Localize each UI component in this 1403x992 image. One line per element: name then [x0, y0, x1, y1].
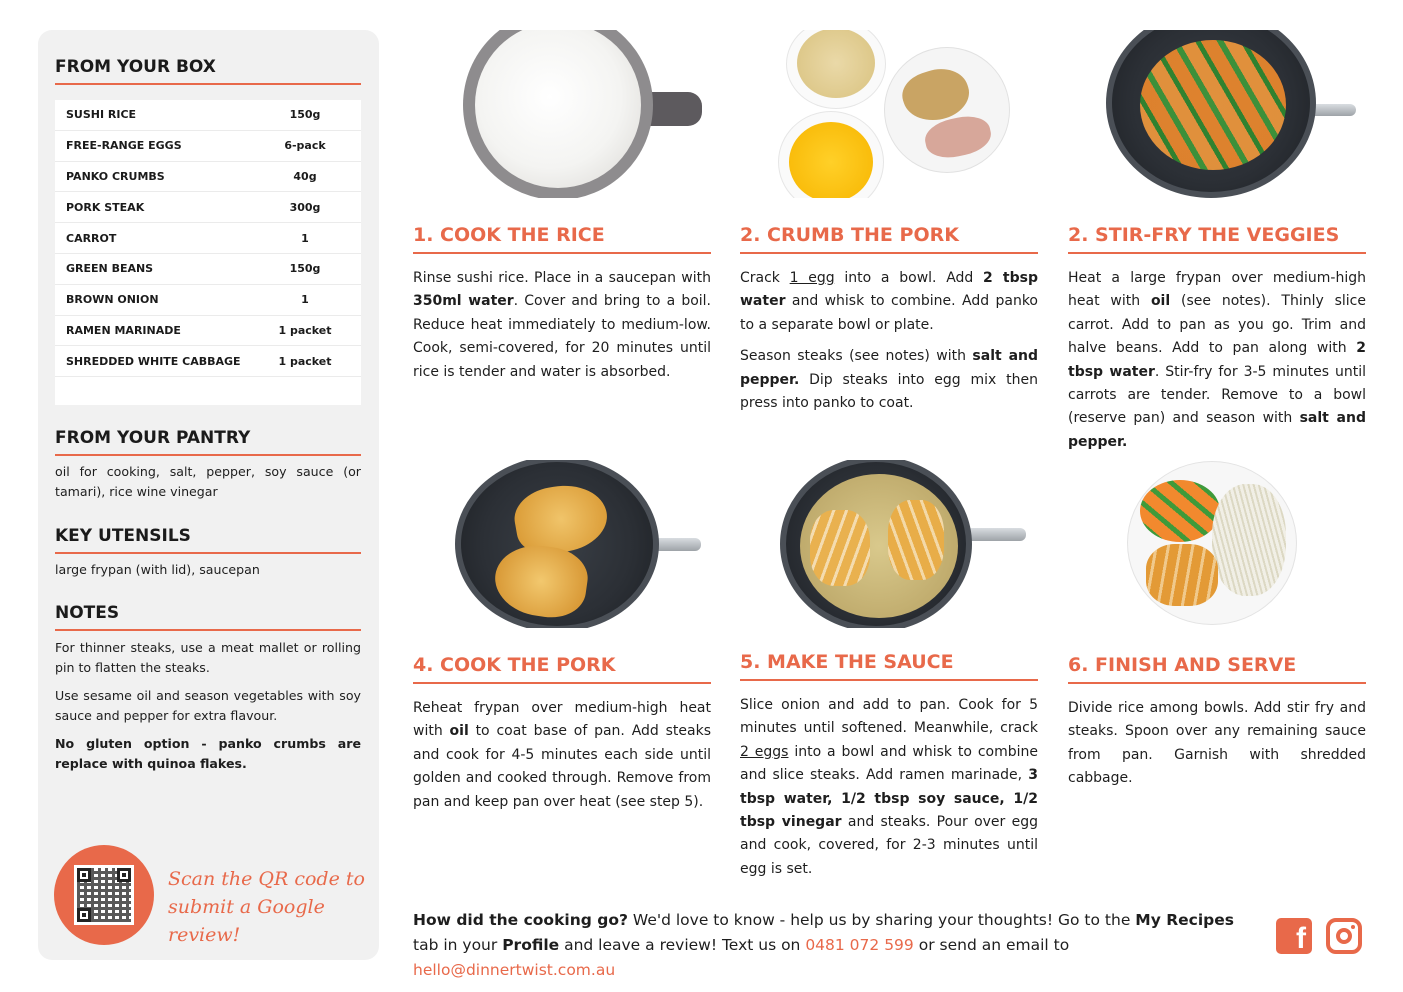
ingredient-qty: 1	[301, 231, 309, 245]
step-2-title: 2. CRUMB THE PORK	[740, 224, 1038, 254]
step-4-text: Reheat frypan over medium-high heat with oil to coat base of pan. Add steaks and cook for 4-5 minutes each side until golden and cooked through. Remove from pan and keep pan over heat (see step 5).	[413, 700, 711, 810]
notes-title: NOTES	[55, 603, 361, 631]
pork-frying-photo	[455, 460, 705, 628]
step-4-title: 4. COOK THE PORK	[413, 654, 711, 684]
crumb-station-photo	[775, 30, 1015, 198]
ingredient-qty: 6-pack	[284, 139, 326, 153]
qr-caption-line-2: submit a Google review!	[168, 896, 325, 946]
ingredient-name: PORK STEAK	[66, 200, 145, 214]
ingredient-qty: 1 packet	[278, 354, 332, 368]
review-footer: How did the cooking go? We'd love to know - help us by sharing your thoughts! Go to the My Recipes tab in your Profile and leave a review! Text us on 0481 072 599 or send an email to hello@dinnertwist.com.au	[413, 911, 1234, 979]
step-5-text: Slice onion and add to pan. Cook for 5 minutes until softened. Meanwhile, crack 2 eggs into a bowl and whisk to combine and slice steaks. Add ramen marinade, 3 tbsp water, 1/2 tbsp soy sauce, 1/2 tbsp vinegar and steaks. Pour over egg and cook, covered, for 2-3 minutes until egg is set.	[740, 697, 1038, 877]
qr-caption	[168, 865, 368, 949]
qr-code[interactable]	[54, 845, 154, 945]
step-3-title: 2. STIR-FRY THE VEGGIES	[1068, 224, 1366, 254]
qr-caption-line-1: Scan the QR code to	[168, 868, 365, 890]
finished-bowl-photo	[1120, 460, 1310, 628]
pantry-title: FROM YOUR PANTRY	[55, 428, 361, 456]
table-row	[55, 223, 361, 254]
ingredient-qty: 150g	[289, 108, 321, 122]
ingredient-qty: 1 packet	[278, 323, 332, 337]
table-row	[55, 254, 361, 285]
ingredient-name: SHREDDED WHITE CABBAGE	[66, 354, 241, 368]
step-6-text: Divide rice among bowls. Add stir fry and steaks. Spoon over any remaining sauce from pan. Garnish with shredded cabbage.	[1068, 700, 1366, 787]
rice-saucepan-photo	[455, 30, 705, 198]
ingredient-name: FREE-RANGE EGGS	[66, 139, 182, 153]
facebook-icon[interactable]: f	[1276, 918, 1312, 954]
step-2-text: Crack 1 egg into a bowl. Add 2 tbsp water and whisk to combine. Add panko to a separate bowl or plate. Season steaks (see notes) with salt and pepper. Dip steaks into egg mix then press into panko to coat.	[740, 270, 1039, 412]
table-row	[55, 346, 361, 377]
ingredient-name: CARROT	[66, 231, 117, 245]
utensils-title: KEY UTENSILS	[55, 526, 361, 554]
table-row	[55, 192, 361, 223]
note-2: Use sesame oil and season vegetables with soy sauce and pepper for extra flavour.	[55, 688, 361, 723]
ingredient-name: SUSHI RICE	[66, 108, 137, 122]
ingredient-qty: 300g	[289, 200, 321, 214]
table-row	[55, 100, 361, 131]
note-1: For thinner steaks, use a meat mallet or rolling pin to flatten the steaks.	[55, 640, 361, 675]
box-title: FROM YOUR BOX	[55, 57, 361, 85]
pantry-text: oil for cooking, salt, pepper, soy sauce (or tamari), rice wine vinegar	[55, 464, 361, 499]
ingredient-name: GREEN BEANS	[66, 262, 154, 276]
note-3: No gluten option - panko crumbs are replace with quinoa flakes.	[55, 736, 361, 771]
phone-link[interactable]: 0481 072 599	[805, 936, 914, 954]
table-row	[55, 285, 361, 316]
ingredients-panel	[38, 30, 379, 960]
ingredient-name: BROWN ONION	[66, 293, 159, 307]
table-row	[55, 131, 361, 162]
step-1-text: Rinse sushi rice. Place in a saucepan with 350ml water. Cover and bring to a boil. Reduce heat immediately to medium-low. Cook, semi-covered, for 20 minutes until rice is tender and water is absorbed.	[413, 270, 711, 380]
step-5-title: 5. MAKE THE SAUCE	[740, 651, 1038, 681]
ingredient-qty: 1	[301, 293, 309, 307]
stir-fry-veggies-photo	[1100, 30, 1360, 198]
email-link[interactable]: hello@dinnertwist.com.au	[413, 961, 616, 979]
step-3-text: Heat a large frypan over medium-high heat with oil (see notes). Thinly slice carrot. Add to pan as you go. Trim and halve beans. Add to pan along with 2 tbsp water. Stir-fry for 3-5 minutes until carrots are tender. Remove to a bowl (reserve pan) and season with salt and pepper.	[1068, 270, 1366, 450]
ingredient-qty: 40g	[293, 169, 317, 183]
table-row	[55, 316, 361, 347]
instagram-icon[interactable]	[1326, 918, 1362, 954]
ingredient-name: RAMEN MARINADE	[66, 323, 181, 337]
box-ingredients-table	[55, 100, 361, 405]
ingredient-name: PANKO CRUMBS	[66, 169, 165, 183]
step-6-title: 6. FINISH AND SERVE	[1068, 654, 1366, 684]
utensils-text: large frypan (with lid), saucepan	[55, 562, 260, 577]
step-1-title: 1. COOK THE RICE	[413, 224, 711, 254]
ingredient-qty: 150g	[289, 262, 321, 276]
table-row	[55, 162, 361, 193]
sauce-pan-photo	[780, 460, 1030, 628]
qr-code-image	[74, 865, 134, 925]
